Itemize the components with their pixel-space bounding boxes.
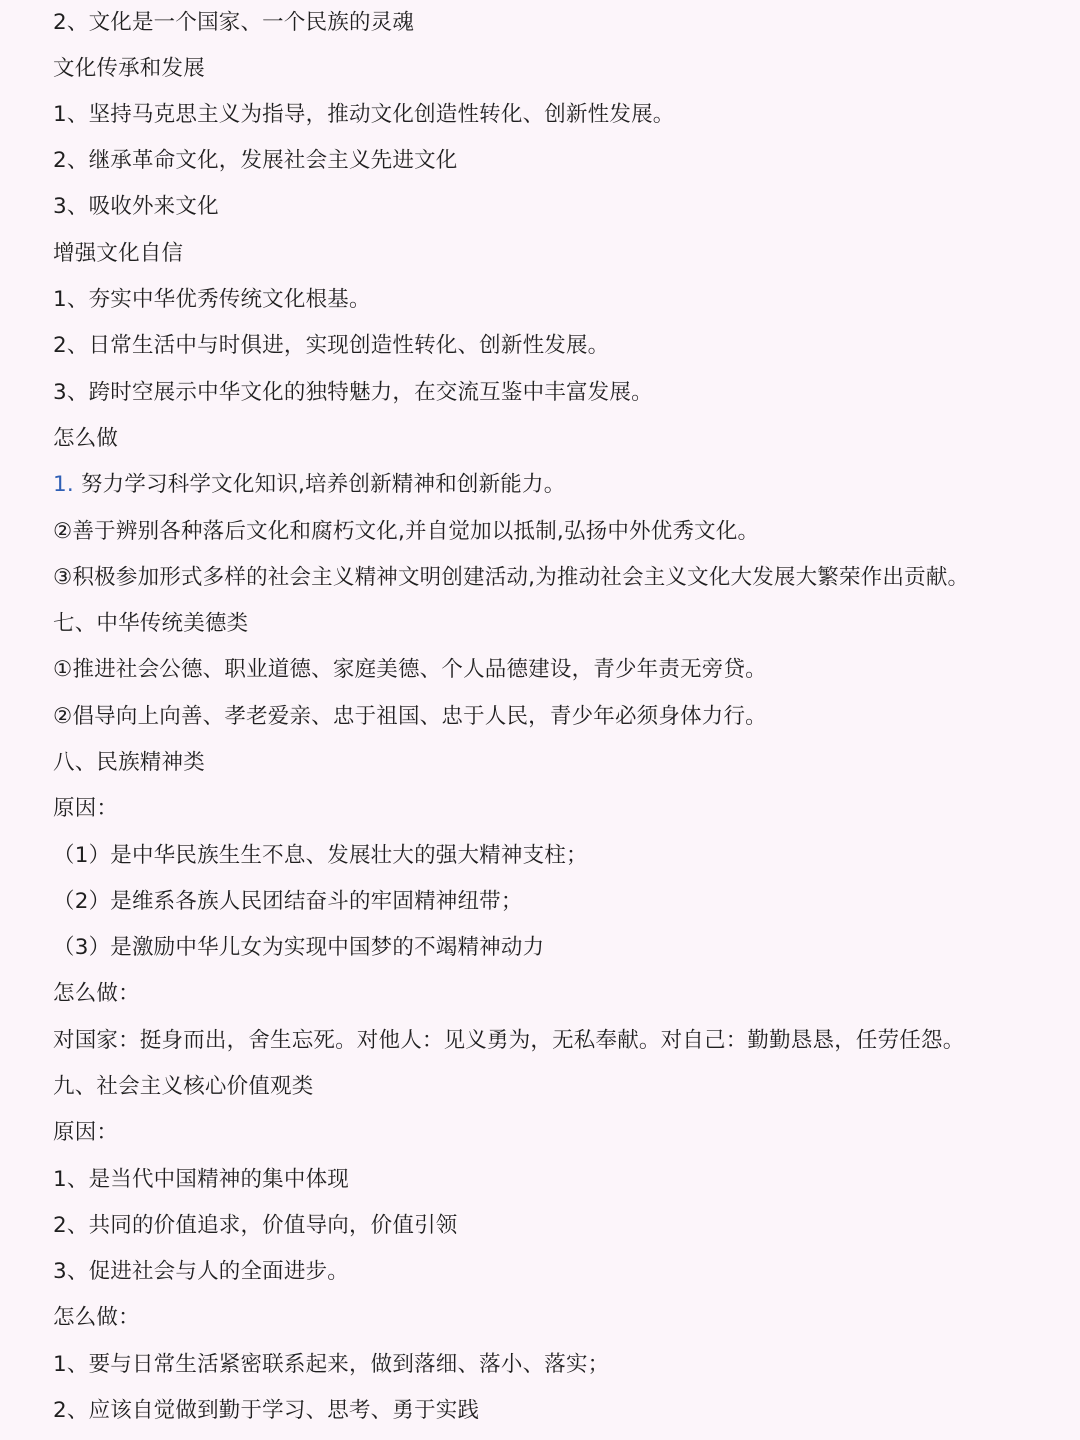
text-line: （1）是中华民族生生不息、发展壮大的强大精神支柱； [53,843,588,868]
text-line: （2）是维系各族人民团结奋斗的牢固精神纽带； [53,889,523,914]
text-line: 怎么做： [53,1305,140,1330]
list-marker: 1. [53,472,74,497]
section-heading: 增强文化自信 [53,241,184,266]
list-item [53,462,565,508]
text-line: ②善于辨别各种落后文化和腐朽文化,并自觉加以抵制,弘扬中外优秀文化。 [53,519,760,544]
text-line: 2、日常生活中与时俱进，实现创造性转化、创新性发展。 [53,333,610,358]
text-line: 3、吸收外来文化 [53,194,219,219]
text-line: 2、应该自觉做到勤于学习、思考、勇于实践 [53,1398,480,1423]
text-line: 1、坚持马克思主义为指导，推动文化创造性转化、创新性发展。 [53,102,675,127]
section-heading: 七、中华传统美德类 [53,611,249,636]
text-line: 对国家：挺身而出，舍生忘死。对他人：见义勇为，无私奉献。对自己：勤勤恳恳，任劳任怨。 [53,1028,965,1053]
text-line: 怎么做： [53,981,140,1006]
text-line: 2、共同的价值追求，价值导向，价值引领 [53,1213,458,1238]
text-line: 2、文化是一个国家、一个民族的灵魂 [53,10,415,35]
section-heading: 八、民族精神类 [53,750,205,775]
text-line: （3）是激励中华儿女为实现中国梦的不竭精神动力 [53,935,545,960]
text-line: ②倡导向上向善、孝老爱亲、忠于祖国、忠于人民，青少年必须身体力行。 [53,704,767,729]
text-line: 1、是当代中国精神的集中体现 [53,1167,349,1192]
text-line: ③积极参加形式多样的社会主义精神文明创建活动,为推动社会主义文化大发展大繁荣作出贡献。 [53,565,970,590]
text-line: 1、夯实中华优秀传统文化根基。 [53,287,371,312]
text-line: ①推进社会公德、职业道德、家庭美德、个人品德建设，青少年责无旁贷。 [53,657,767,682]
list-item-text: 努力学习科学文化知识,培养创新精神和创新能力。 [80,472,566,497]
text-line: 1、要与日常生活紧密联系起来，做到落细、落小、落实； [53,1352,610,1377]
section-heading: 九、社会主义核心价值观类 [53,1074,314,1099]
text-line: 3、促进社会与人的全面进步。 [53,1259,349,1284]
text-line: 原因： [53,1120,119,1145]
text-line: 原因： [53,796,119,821]
section-heading: 文化传承和发展 [53,56,205,81]
section-heading: 怎么做 [53,426,119,451]
text-line: 3、跨时空展示中华文化的独特魅力，在交流互鉴中丰富发展。 [53,380,653,405]
text-line: 2、继承革命文化，发展社会主义先进文化 [53,148,458,173]
